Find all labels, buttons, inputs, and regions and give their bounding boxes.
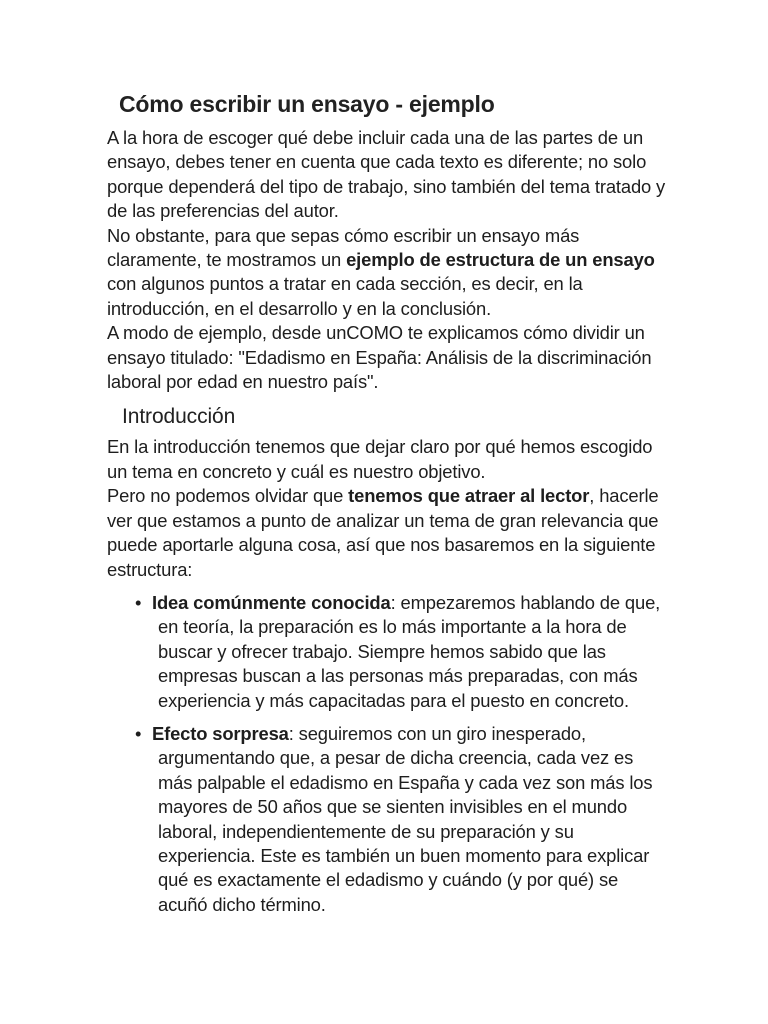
list-item-content: [152, 722, 667, 917]
intro-paragraph-2-text-end: con algunos puntos a tratar en cada sección, es decir, en la introducción, en el desarrollo y en la conclusión.: [107, 273, 583, 319]
list-item-description: : empezaremos hablando de que, en teoría, la preparación es lo más importante a la hora de buscar y ofrecer trabajo. Siempre hemos sabido que las empresas buscan a las personas más preparadas, con más experiencia y más capacitadas para el puesto en concreto.: [158, 591, 661, 711]
section-paragraph-2-text-end: , hacerle ver que estamos a punto de analizar un tema de gran relevancia que puede aportarle alguna cosa, así que nos basaremos en la siguiente estructura:: [107, 485, 659, 580]
bullet-icon: •: [135, 722, 142, 744]
list-item-term: Efecto sorpresa: [152, 722, 289, 744]
article-body: [107, 88, 667, 926]
intro-paragraph-1: A la hora de escoger qué debe incluir cada una de las partes de un ensayo, debes tener en cuenta que cada texto es diferente; no solo porque dependerá del tipo de trabajo, sino también del tema tratado y de las preferencias del autor.: [107, 127, 666, 222]
section-paragraph-2: [107, 484, 667, 582]
intro-paragraph-2-text-start: No obstante, para que sepas cómo escribir un ensayo más claramente, te mostramos un: [107, 224, 580, 271]
page-title: Cómo escribir un ensayo - ejemplo: [119, 91, 495, 117]
list-item: [107, 591, 667, 713]
section-paragraph-1: En la introducción tenemos que dejar claro por qué hemos escogido un tema en concreto y cuál es nuestro objetivo.: [107, 436, 653, 482]
list-item-content: [152, 591, 667, 713]
list-item-term: Idea comúnmente conocida: [152, 591, 391, 613]
structure-list: [107, 591, 667, 917]
bullet-icon: •: [135, 591, 142, 613]
section-paragraph-2-text-start: Pero no podemos olvidar que: [107, 485, 349, 507]
intro-paragraph-2: [107, 224, 667, 322]
intro-paragraph-2-bold: ejemplo de estructura de un ensayo: [346, 249, 655, 271]
intro-paragraph-3: A modo de ejemplo, desde unCOMO te explicamos cómo dividir un ensayo titulado: "Edadismo en España: Análisis de la discriminación laboral por edad en nuestro país".: [107, 322, 652, 393]
section-heading: Introducción: [122, 405, 236, 429]
section-paragraph-2-bold: tenemos que atraer al lector: [348, 485, 590, 507]
list-item-description: : seguiremos con un giro inesperado, argumentando que, a pesar de dicha creencia, cada vez es más palpable el edadismo en España y cada vez son más los mayores de 50 años que se sienten invisibles en el mundo laboral, independientemente de su preparación y su experiencia. Este es también un buen momento para explicar qué es exactamente el edadismo y cuándo (y por qué) se acuñó dicho término.: [158, 722, 653, 915]
list-item: [107, 722, 667, 917]
